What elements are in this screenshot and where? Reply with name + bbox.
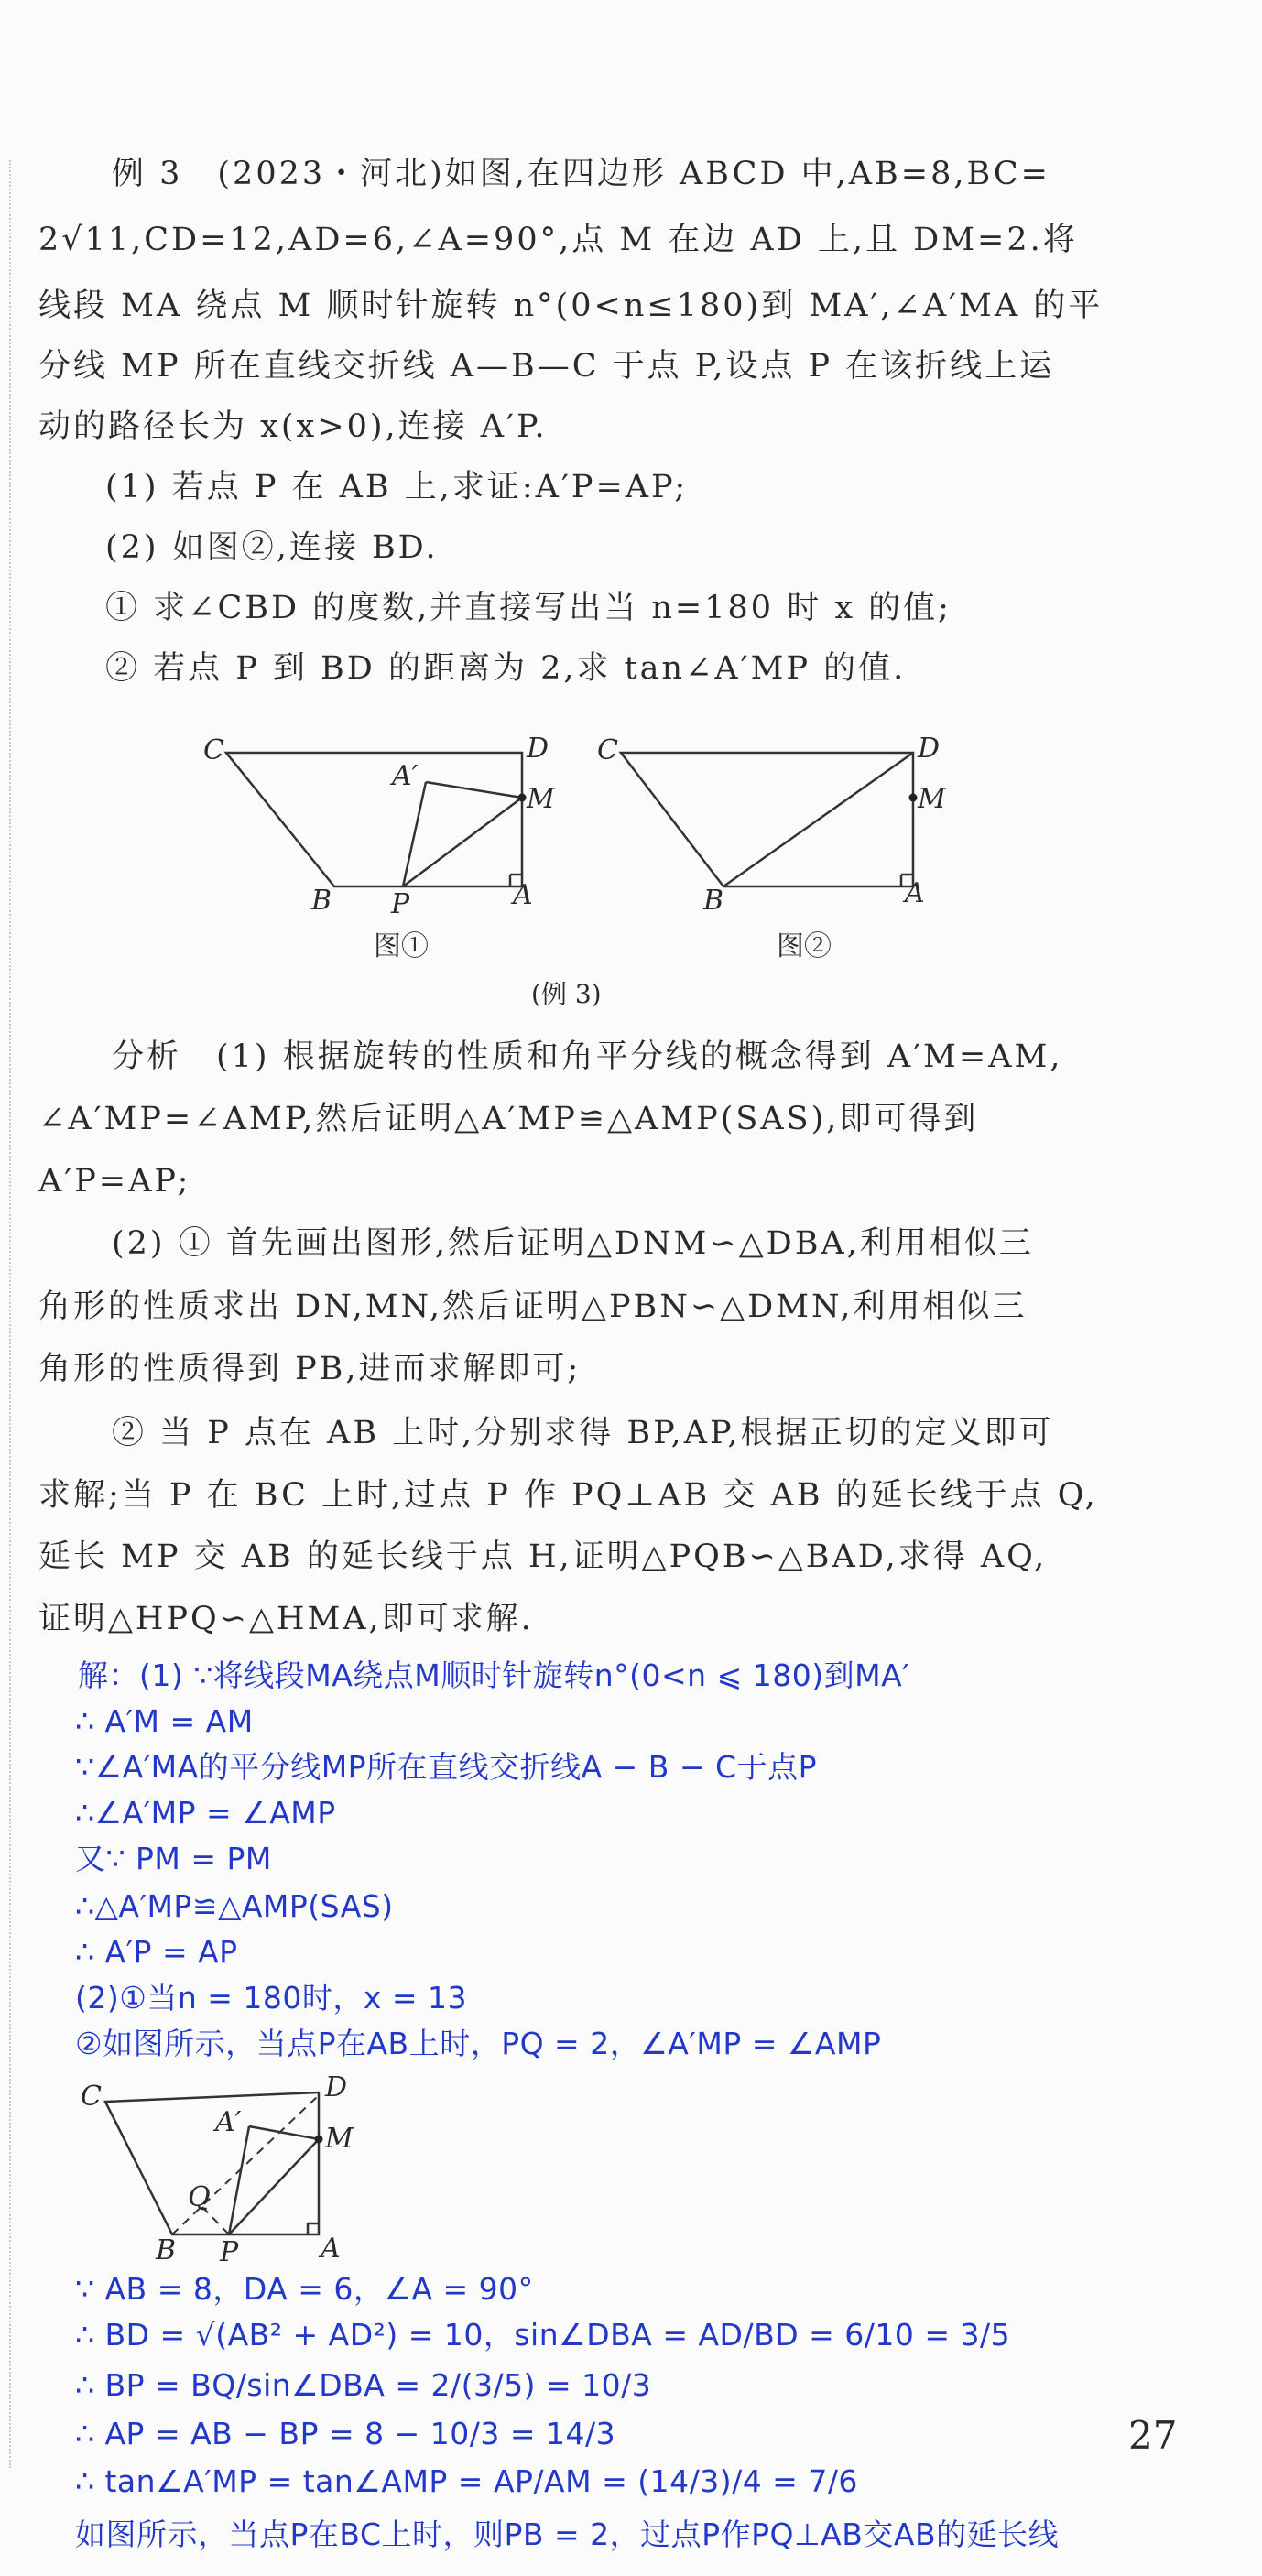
solution-line-4: ∴∠A′MP = ∠AMP xyxy=(75,1795,336,1831)
sol-label-C: C xyxy=(81,2081,102,2113)
analysis-line-1: 分析 (1) 根据旋转的性质和角平分线的概念得到 A′M=AM, xyxy=(112,1038,1063,1075)
problem-line-3: 线段 MA 绕点 M 顺时针旋转 n°(0<n≤180)到 MA′,∠A′MA 的平 xyxy=(38,288,1104,324)
sol-label-D: D xyxy=(325,2071,348,2103)
fig1-label-M: M xyxy=(527,783,555,815)
fig1-label-D: D xyxy=(527,733,549,765)
sol-label-P: P xyxy=(220,2236,239,2268)
fig2-label-B: B xyxy=(703,885,724,917)
solution-line-3: ∵∠A′MA的平分线MP所在直线交折线A − B − C于点P xyxy=(75,1749,817,1785)
fig1-label-B: B xyxy=(311,885,332,917)
solution-line-9: ②如图所示，当点P在AB上时，PQ = 2，∠A′MP = ∠AMP xyxy=(75,2026,882,2061)
fig1-label-A-prime: A′ xyxy=(392,760,419,792)
problem-line-2: 2√11,CD=12,AD=6,∠A=90°,点 M 在边 AD 上,且 DM=2.将 xyxy=(38,222,1078,258)
sol-label-A-prime: A′ xyxy=(215,2106,242,2138)
solution-line-10: ∵ AB = 8，DA = 6，∠A = 90° xyxy=(75,2271,534,2307)
analysis-line-9: 延长 MP 交 AB 的延长线于点 H,证明△PQB∽△BAD,求得 AQ, xyxy=(38,1538,1048,1575)
fig2-label-C: C xyxy=(597,734,618,766)
analysis-line-7: ② 当 P 点在 AB 上时,分别求得 BP,AP,根据正切的定义即可 xyxy=(112,1415,1054,1451)
fig1-label-C: C xyxy=(203,734,224,766)
solution-line-1: 解：(1) ∵将线段MA绕点M顺时针旋转n°(0<n ⩽ 180)到MA′ xyxy=(78,1658,910,1693)
fig2-caption: 图② xyxy=(777,930,832,962)
problem-line-5: 动的路径长为 x(x>0),连接 A′P. xyxy=(38,408,548,445)
solution-line-15: 如图所示，当点P在BC上时，则PB = 2，过点P作PQ⊥AB交AB的延长线 xyxy=(75,2516,1060,2552)
sol-label-A: A xyxy=(321,2233,341,2265)
analysis-line-8: 求解;当 P 在 BC 上时,过点 P 作 PQ⊥AB 交 AB 的延长线于点 Q, xyxy=(38,1477,1098,1514)
sol-label-Q: Q xyxy=(188,2181,211,2213)
analysis-line-5: 角形的性质求出 DN,MN,然后证明△PBN∽△DMN,利用相似三 xyxy=(38,1288,1028,1325)
problem-part-2: (2) 如图②,连接 BD. xyxy=(105,529,439,566)
fig2-label-A: A xyxy=(905,877,925,909)
fig1-label-P: P xyxy=(391,888,410,920)
analysis-line-6: 角形的性质得到 PB,进而求解即可; xyxy=(38,1351,582,1387)
problem-part-1: (1) 若点 P 在 AB 上,求证:A′P=AP; xyxy=(105,469,689,505)
analysis-line-4: (2) ① 首先画出图形,然后证明△DNM∽△DBA,利用相似三 xyxy=(112,1225,1034,1262)
solution-line-7: ∴ A′P = AP xyxy=(75,1934,238,1970)
fig1-label-A: A xyxy=(513,879,533,911)
problem-part-2-2: ② 若点 P 到 BD 的距离为 2,求 tan∠A′MP 的值. xyxy=(105,650,907,687)
solution-line-2: ∴ A′M = AM xyxy=(75,1703,254,1739)
solution-line-11: ∴ BD = √(AB² + AD²) = 10，sin∠DBA = AD/BD = 6/10 = 3/5 xyxy=(75,2317,1011,2353)
analysis-line-10: 证明△HPQ∽△HMA,即可求解. xyxy=(38,1601,534,1637)
solution-line-13: ∴ AP = AB − BP = 8 − 10/3 = 14/3 xyxy=(75,2416,616,2451)
problem-line-4: 分线 MP 所在直线交折线 A—B—C 于点 P,设点 P 在该折线上运 xyxy=(38,348,1055,385)
sol-label-B: B xyxy=(156,2234,177,2266)
fig2-label-D: D xyxy=(918,733,941,765)
example-label: (例 3) xyxy=(531,979,602,1009)
sol-label-M: M xyxy=(325,2123,354,2155)
page-number: 27 xyxy=(1128,2413,1178,2458)
solution-line-8: (2)①当n = 180时，x = 13 xyxy=(75,1980,468,2016)
solution-line-5: 又∵ PM = PM xyxy=(75,1841,272,1876)
analysis-line-3: A′P=AP; xyxy=(38,1163,191,1200)
analysis-line-2: ∠A′MP=∠AMP,然后证明△A′MP≌△AMP(SAS),即可得到 xyxy=(38,1101,979,1137)
solution-line-6: ∴△A′MP≌△AMP(SAS) xyxy=(75,1888,394,1924)
fig2-label-M: M xyxy=(918,783,946,815)
solution-line-12: ∴ BP = BQ/sin∠DBA = 2/(3/5) = 10/3 xyxy=(75,2367,652,2403)
fig1-caption: 图① xyxy=(374,930,429,962)
problem-part-2-1: ① 求∠CBD 的度数,并直接写出当 n=180 时 x 的值; xyxy=(105,590,952,626)
problem-line-1: 例 3 (2023・河北)如图,在四边形 ABCD 中,AB=8,BC= xyxy=(112,156,1050,192)
solution-line-14: ∴ tan∠A′MP = tan∠AMP = AP/AM = (14/3)/4 = 7/6 xyxy=(75,2463,858,2499)
